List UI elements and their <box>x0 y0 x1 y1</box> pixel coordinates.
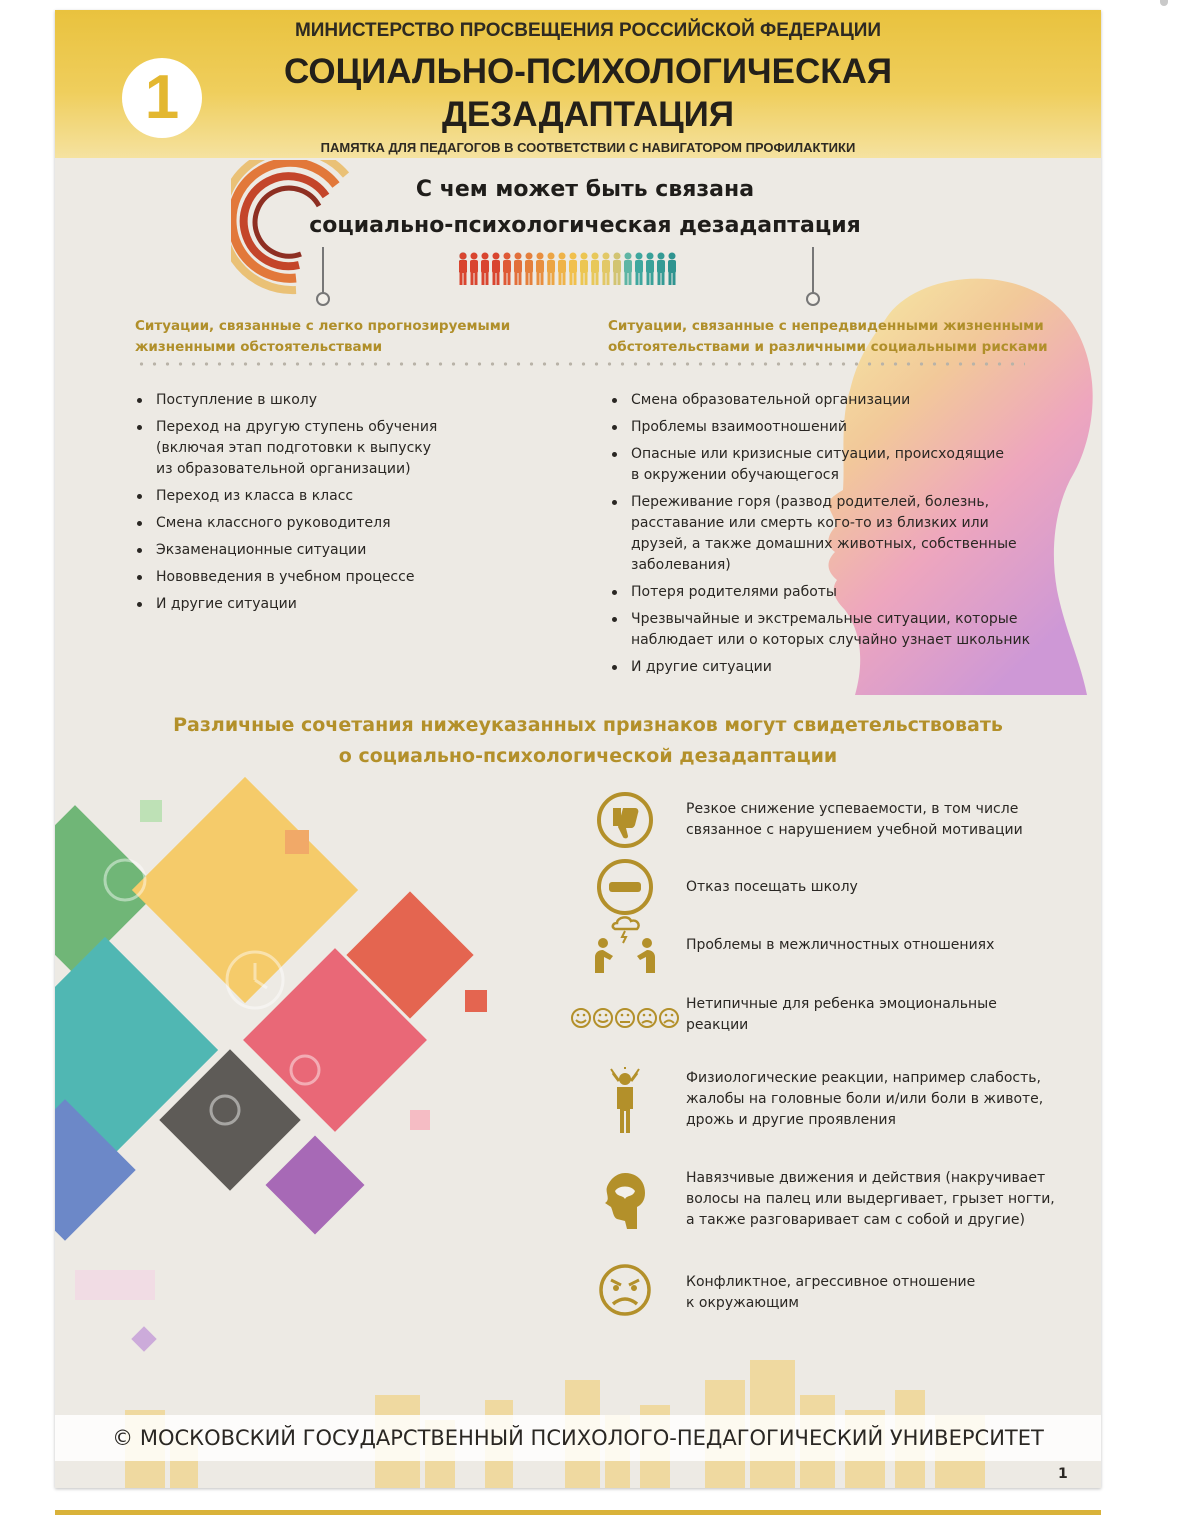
ministry-name: МИНИСТЕРСТВО ПРОСВЕЩЕНИЯ РОССИЙСКОЙ ФЕДЕРАЦИИ <box>294 20 882 41</box>
left-situations-list <box>135 390 575 621</box>
list-item-text: Опасные или кризисные ситуации, происходящие <box>631 446 1004 462</box>
question-line-2: социально-психологическая дезадаптация <box>309 213 861 238</box>
sign-text-line: Резкое снижение успеваемости, в том числе <box>686 801 1019 817</box>
people-row-icon <box>458 252 683 288</box>
left-heading-line-2: жизненными обстоятельствами <box>135 339 383 355</box>
sign-text-line: Навязчивые движения и действия (накручивает <box>686 1170 1046 1186</box>
page-number: 1 <box>1058 1466 1068 1482</box>
list-item <box>135 594 575 615</box>
sign-text-line: дрожь и другие проявления <box>686 1112 896 1128</box>
list-item-text: наблюдает или о которых случайно узнает школьник <box>631 632 1031 648</box>
list-item <box>610 657 1080 678</box>
list-item-text: Смена классного руководителя <box>156 515 391 531</box>
headache-person-icon <box>565 1065 685 1137</box>
signs-section-title <box>55 710 1101 772</box>
sign-item-7 <box>565 1258 1085 1322</box>
list-item-text: Чрезвычайные и экстремальные ситуации, которые <box>631 611 1018 627</box>
sign-text-line: реакции <box>686 1017 749 1033</box>
sign-text <box>686 994 1066 1036</box>
list-item-text: в окружении обучающегося <box>631 467 839 483</box>
document-page <box>55 10 1101 1488</box>
sign-item-2 <box>565 855 1085 919</box>
list-item-text: Проблемы взаимоотношений <box>631 419 847 435</box>
list-item-text: Нововведения в учебном процессе <box>156 569 415 585</box>
dotted-divider <box>135 362 1025 366</box>
next-page-edge <box>55 1510 1101 1515</box>
list-item-text: заболевания) <box>631 557 731 573</box>
list-item-text: И другие ситуации <box>631 659 772 675</box>
list-item-text: из образовательной организации) <box>156 461 411 477</box>
page-subtitle: ПАМЯТКА ДЛЯ ПЕДАГОГОВ В СООТВЕТСТВИИ С НАВИГАТОРОМ ПРОФИЛАКТИКИ <box>320 140 856 155</box>
list-item <box>135 513 575 534</box>
sign-text-line: Проблемы в межличностных отношениях <box>686 937 995 953</box>
list-item-text: друзей, а также домашних животных, собственные <box>631 536 1017 552</box>
title-line-2: ДЕЗАДАПТАЦИЯ <box>441 95 734 134</box>
list-item <box>610 582 1080 603</box>
list-item <box>135 417 575 480</box>
anxious-head-icon <box>565 1165 685 1237</box>
sign-text-line: волосы на палец или выдергивает, грызет ногти, <box>686 1191 1055 1207</box>
list-item <box>610 417 1080 438</box>
sign-text <box>686 1068 1066 1131</box>
sign-text-line: Отказ посещать школу <box>686 879 858 895</box>
sign-text <box>686 1168 1066 1231</box>
sign-text-line: Физиологические реакции, например слабость, <box>686 1070 1041 1086</box>
title-line-1: СОЦИАЛЬНО-ПСИХОЛОГИЧЕСКАЯ <box>283 52 893 91</box>
no-entry-icon <box>565 855 685 919</box>
signs-title-line-2: о социально-психологической дезадаптации <box>338 745 838 767</box>
list-item-text: Переживание горя (развод родителей, болезнь, <box>631 494 990 510</box>
sign-text <box>686 799 1066 841</box>
list-item <box>610 492 1080 576</box>
left-column-heading <box>135 316 510 358</box>
list-item-text: Переход из класса в класс <box>156 488 354 504</box>
sign-text-line: жалобы на головные боли и/или боли в животе, <box>686 1091 1044 1107</box>
list-item-text: Смена образовательной организации <box>631 392 911 408</box>
list-item <box>610 444 1080 486</box>
sign-text-line: Нетипичные для ребенка эмоциональные <box>686 996 997 1012</box>
list-item-text: И другие ситуации <box>156 596 297 612</box>
right-heading-line-2: обстоятельствами и различными социальными рисками <box>608 339 1048 355</box>
sign-text <box>686 877 1066 898</box>
sign-text <box>686 1272 1066 1314</box>
list-item <box>610 390 1080 411</box>
list-item-text: (включая этап подготовки к выпуску <box>156 440 432 456</box>
conflict-people-icon <box>565 913 685 977</box>
section-question-title <box>270 172 900 244</box>
sign-text-line: а также разговаривает сам с собой и другие) <box>686 1212 1025 1228</box>
right-pin-marker-icon <box>803 247 823 309</box>
list-item-text: Переход на другую ступень обучения <box>156 419 438 435</box>
list-item <box>135 540 575 561</box>
number-badge: 1 <box>122 58 202 138</box>
signs-title-line-1: Различные сочетания нижеуказанных признаков могут свидетельствовать <box>173 714 1003 736</box>
list-item <box>135 390 575 411</box>
list-item-text: Потеря родителями работы <box>631 584 837 600</box>
question-line-1: С чем может быть связана <box>415 177 755 202</box>
list-item-text: Экзаменационные ситуации <box>156 542 367 558</box>
list-item <box>610 609 1080 651</box>
page-title <box>55 50 1101 136</box>
sign-item-5 <box>565 1065 1085 1137</box>
right-heading-line-1: Ситуации, связанные с непредвиденными жизненными <box>608 318 1044 334</box>
list-item <box>135 567 575 588</box>
sign-item-1 <box>565 788 1085 852</box>
sign-item-6 <box>565 1165 1085 1237</box>
sign-text-line: связанное с нарушением учебной мотивации <box>686 822 1023 838</box>
sign-item-4 <box>565 986 1085 1050</box>
list-item-text: Поступление в школу <box>156 392 318 408</box>
left-heading-line-1: Ситуации, связанные с легко прогнозируемыми <box>135 318 511 334</box>
emotion-faces-icon <box>565 986 685 1050</box>
scrollbar-thumb[interactable] <box>1160 0 1168 6</box>
list-item-text: расставание или смерть кого-то из близких или <box>631 515 989 531</box>
right-column-heading <box>608 316 1048 358</box>
angry-face-icon <box>565 1258 685 1322</box>
left-pin-marker-icon <box>313 247 333 309</box>
sign-text <box>686 935 1066 956</box>
list-item <box>135 486 575 507</box>
city-skyline-decoration-icon <box>55 1340 1101 1488</box>
mosaic-decoration-icon <box>55 770 555 1370</box>
thumbs-down-icon <box>565 788 685 852</box>
copyright-footer: © МОСКОВСКИЙ ГОСУДАРСТВЕННЫЙ ПСИХОЛОГО-ПЕДАГОГИЧЕСКИЙ УНИВЕРСИТЕТ <box>112 1426 1044 1450</box>
right-situations-list <box>610 390 1080 684</box>
sign-text-line: Конфликтное, агрессивное отношение <box>686 1274 976 1290</box>
sign-item-3 <box>565 913 1085 977</box>
sign-text-line: к окружающим <box>686 1295 799 1311</box>
